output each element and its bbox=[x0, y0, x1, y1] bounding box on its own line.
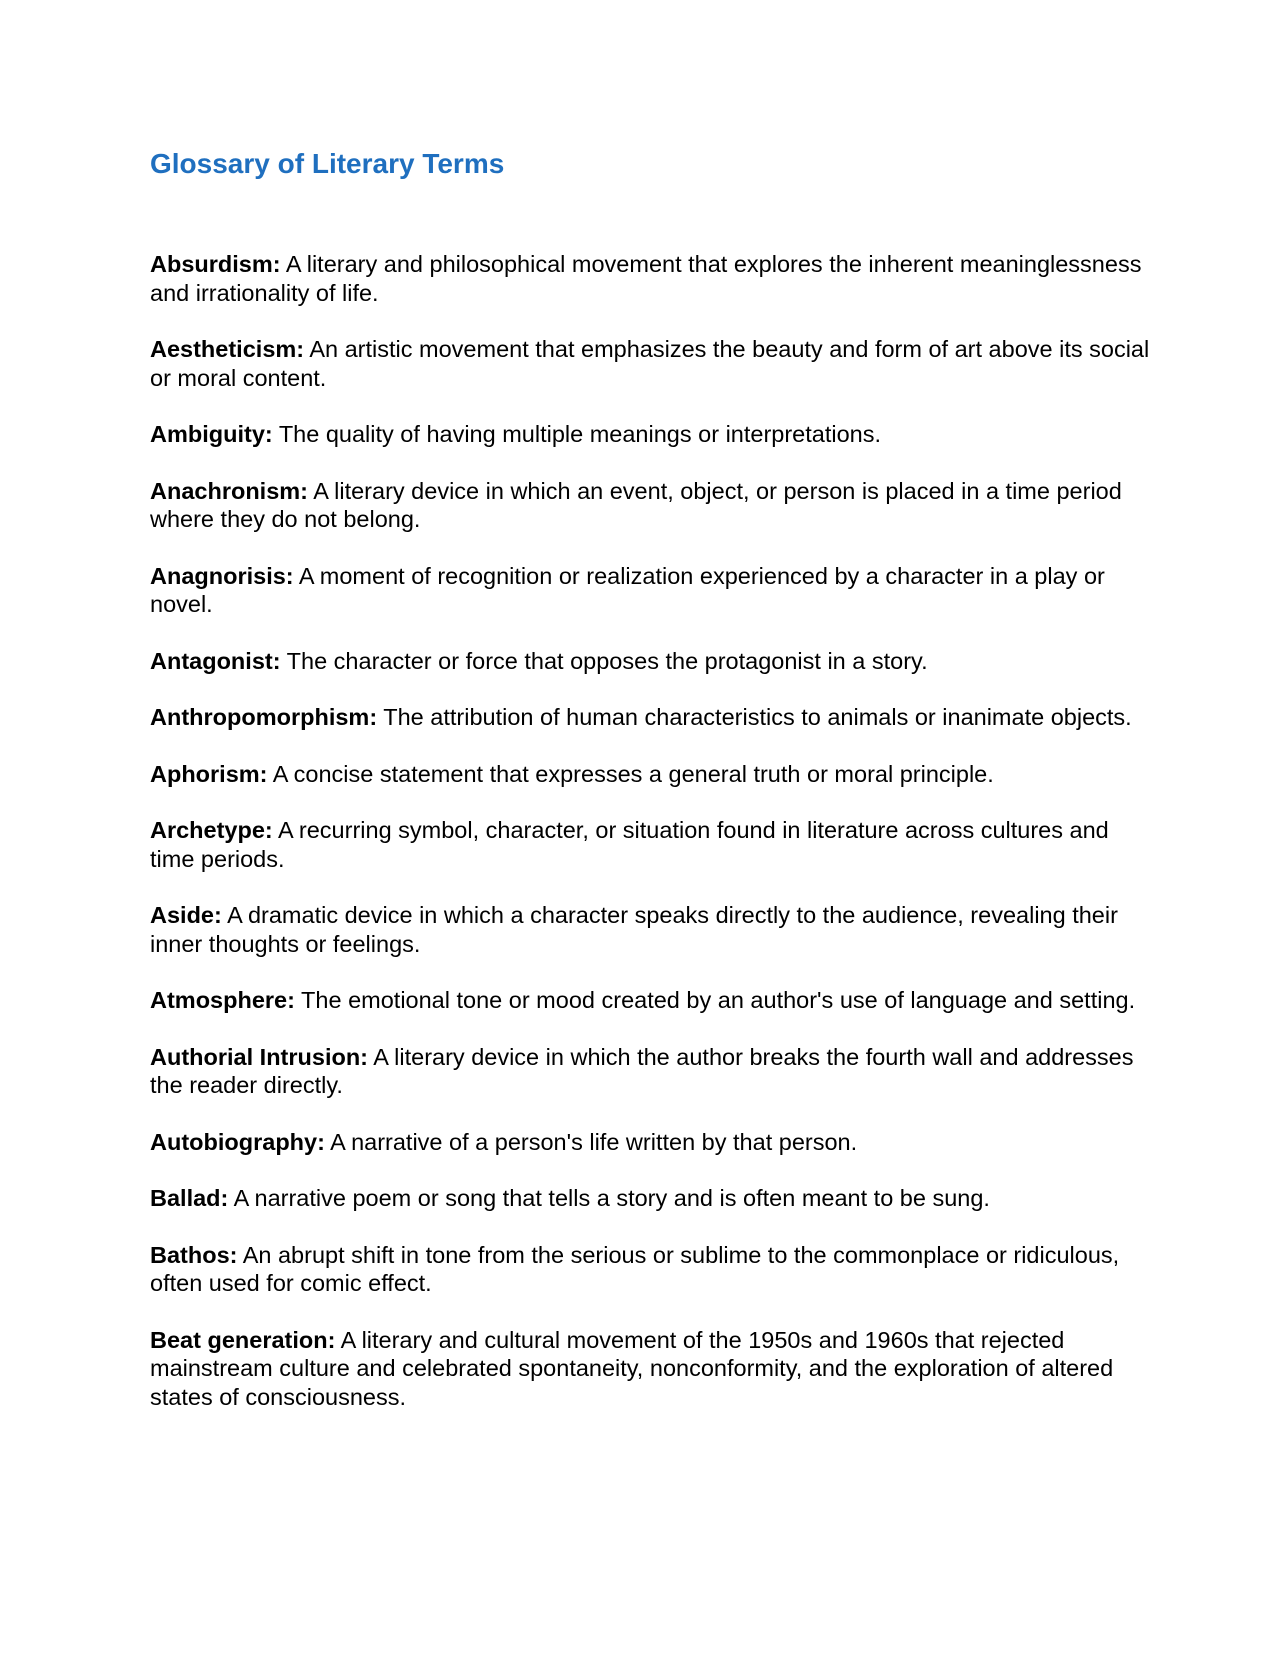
glossary-entry bbox=[150, 420, 1150, 449]
glossary-definition: A narrative of a person's life written by that person. bbox=[330, 1128, 858, 1155]
glossary-term: Authorial Intrusion: bbox=[150, 1043, 369, 1070]
glossary-entry bbox=[150, 1184, 1150, 1213]
glossary-definition: A literary device in which an event, object, or person is placed in a time period where they do not belong. bbox=[150, 477, 1122, 532]
glossary-term: Anachronism: bbox=[150, 477, 308, 504]
glossary-entry bbox=[150, 1128, 1150, 1157]
glossary-entry bbox=[150, 250, 1150, 307]
glossary-term: Ballad: bbox=[150, 1185, 229, 1211]
glossary-term: Anthropomorphism: bbox=[150, 704, 378, 730]
glossary-definition: A moment of recognition or realization experienced by a character in a play or novel. bbox=[150, 562, 1105, 617]
glossary-entry bbox=[150, 760, 1150, 789]
glossary-definition: The attribution of human characteristics to animals or inanimate objects. bbox=[383, 704, 1132, 730]
glossary-term: Atmosphere: bbox=[150, 987, 295, 1013]
glossary-entry bbox=[150, 703, 1150, 732]
glossary-definition: A concise statement that expresses a general truth or moral principle. bbox=[272, 760, 994, 787]
glossary-list bbox=[150, 250, 1150, 1439]
glossary-term: Aestheticism: bbox=[150, 336, 305, 362]
glossary-term: Aphorism: bbox=[150, 760, 268, 787]
glossary-entry bbox=[150, 477, 1150, 534]
glossary-entry bbox=[150, 335, 1150, 392]
glossary-definition: A literary and cultural movement of the 1950s and 1960s that rejected mainstream culture and celebrated spontaneity, nonconformity, and the exploration of altered states of consciousness. bbox=[150, 1326, 1114, 1410]
glossary-term: Beat generation: bbox=[150, 1326, 336, 1353]
glossary-term: Antagonist: bbox=[150, 647, 281, 674]
glossary-definition: A literary and philosophical movement that explores the inherent meaninglessness and irrationality of life. bbox=[150, 251, 1142, 306]
glossary-entry bbox=[150, 816, 1150, 873]
page-title: Glossary of Literary Terms bbox=[150, 148, 505, 179]
glossary-definition: A recurring symbol, character, or situation found in literature across cultures and time periods. bbox=[150, 817, 1109, 872]
glossary-definition: The quality of having multiple meanings or interpretations. bbox=[278, 421, 882, 447]
glossary-term: Archetype: bbox=[150, 817, 273, 843]
glossary-entry bbox=[150, 647, 1150, 676]
glossary-definition: The emotional tone or mood created by an author's use of language and setting. bbox=[301, 987, 1136, 1013]
glossary-term: Anagnorisis: bbox=[150, 562, 294, 589]
glossary-definition: An abrupt shift in tone from the serious or sublime to the commonplace or ridiculous, often used for comic effect. bbox=[150, 1241, 1120, 1296]
glossary-term: Bathos: bbox=[150, 1241, 238, 1268]
glossary-entry bbox=[150, 562, 1150, 619]
glossary-definition: An artistic movement that emphasizes the beauty and form of art above its social or moral content. bbox=[150, 336, 1150, 391]
glossary-term: Ambiguity: bbox=[150, 421, 273, 447]
glossary-definition: A literary device in which the author breaks the fourth wall and addresses the reader directly. bbox=[150, 1043, 1134, 1098]
glossary-entry bbox=[150, 986, 1150, 1015]
glossary-definition: A narrative poem or song that tells a story and is often meant to be sung. bbox=[233, 1185, 990, 1211]
glossary-term: Autobiography: bbox=[150, 1128, 325, 1155]
glossary-entry bbox=[150, 1326, 1150, 1412]
glossary-definition: A dramatic device in which a character speaks directly to the audience, revealing their inner thoughts or feelings. bbox=[150, 902, 1118, 957]
glossary-entry bbox=[150, 1043, 1150, 1100]
glossary-entry bbox=[150, 1241, 1150, 1298]
glossary-term: Absurdism: bbox=[150, 251, 281, 277]
glossary-term: Aside: bbox=[150, 902, 222, 928]
glossary-definition: The character or force that opposes the protagonist in a story. bbox=[286, 647, 928, 674]
glossary-entry bbox=[150, 901, 1150, 958]
